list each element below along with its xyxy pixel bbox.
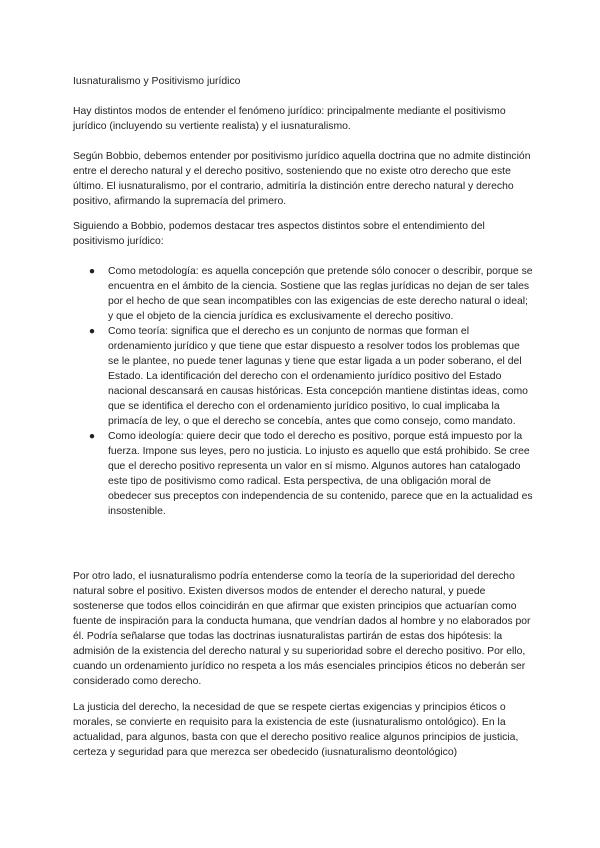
bullet-icon: ● <box>88 431 96 442</box>
list-item <box>73 324 533 429</box>
list-item <box>73 264 533 324</box>
iusnaturalismo-paragraph: Por otro lado, el iusnaturalismo podría entenderse como la teoría de la superioridad del derecho natural sobre el positivo. Existen diversos modos de entender el derecho natural, y puede sostenerse que todos ellos coincidirán en que afirmar que existen principios que actuarían como fuente de inspiración para la conducta humana, que vendrían dados al hombre y no elaborados por él. Podría señalarse que todas las doctrinas iusnaturalistas partirán de estas dos hipótesis: la admisión de la existencia del derecho natural y su superioridad sobre el derecho positivo. Por ello, cuando un ordenamiento jurídico no respeta a los más esenciales principios éticos no deberán ser considerado como derecho. <box>73 571 531 687</box>
bullet-icon: ● <box>88 266 96 277</box>
list-item <box>73 429 533 519</box>
intro-paragraph: Hay distintos modos de entender el fenómeno jurídico: principalmente mediante el positivismo jurídico (incluyendo su vertiente realista) y el iusnaturalismo. <box>73 106 506 132</box>
aspect-ideology-text: Como ideología: quiere decir que todo el derecho es positivo, porque está impuesto por la fuerza. Impone sus leyes, pero no justicia. Lo injusto es aquello que está prohibido. Se cree que el derecho positivo representa un valor en sí mismo. Algunos autores han catalogado este tipo de positivismo como radical. Esta perspectiva, de una obligación moral de obedecer sus preceptos con independencia de su contenido, parece que en la actualidad es insostenible. <box>108 431 533 517</box>
bobbio-definition-paragraph: Según Bobbio, debemos entender por positivismo jurídico aquella doctrina que no admite distinción entre el derecho natural y el derecho positivo, sosteniendo que no existe otro derecho que este último. El iusnaturalismo, por el contrario, admitiría la distinción entre derecho natural y derecho positivo, afirmando la supremacía del primero. <box>73 151 531 207</box>
aspect-theory-text: Como teoría: significa que el derecho es un conjunto de normas que forman el ordenamiento jurídico y que tiene que estar dispuesto a resolver todos los problemas que se le plantee, no puede tener lagunas y tiene que estar ligada a un poder soberano, el del Estado. La identificación del derecho con el ordenamiento jurídico positivo del Estado nacional descansará en causas históricas. Esta concepción mantiene distintas ideas, como que se identifica el derecho con el ordenamiento jurídico positivo, lo cual implicaba la primacía de ley, o que el derecho se concebía, antes que como consejo, como mandato. <box>108 326 528 427</box>
justicia-paragraph: La justicia del derecho, la necesidad de que se respete ciertas exigencias y principios éticos o morales, se convierte en requisito para la existencia de este (iusnaturalismo ontológico). En la actualidad, para algunos, basta con que el derecho positivo realice algunos principios de justicia, certeza y seguridad para que merezca ser obedecido (iusnaturalismo deontológico) <box>73 702 519 758</box>
aspect-methodology-text: Como metodología: es aquella concepción que pretende sólo conocer o describir, porque se encuentra en el ámbito de la ciencia. Sostiene que las reglas jurídicas no dejan de ser tales por el hecho de que sean incompatibles con las exigencias de este derecho natural o ideal; y que el objeto de la ciencia jurídica es exclusivamente el derecho positivo. <box>108 266 533 322</box>
aspects-intro-paragraph: Siguiendo a Bobbio, podemos destacar tres aspectos distintos sobre el entendimiento del positivismo jurídico: <box>73 221 485 247</box>
bullet-icon: ● <box>88 326 96 337</box>
aspects-list <box>73 264 533 519</box>
document-title: Iusnaturalismo y Positivismo jurídico <box>73 76 241 87</box>
